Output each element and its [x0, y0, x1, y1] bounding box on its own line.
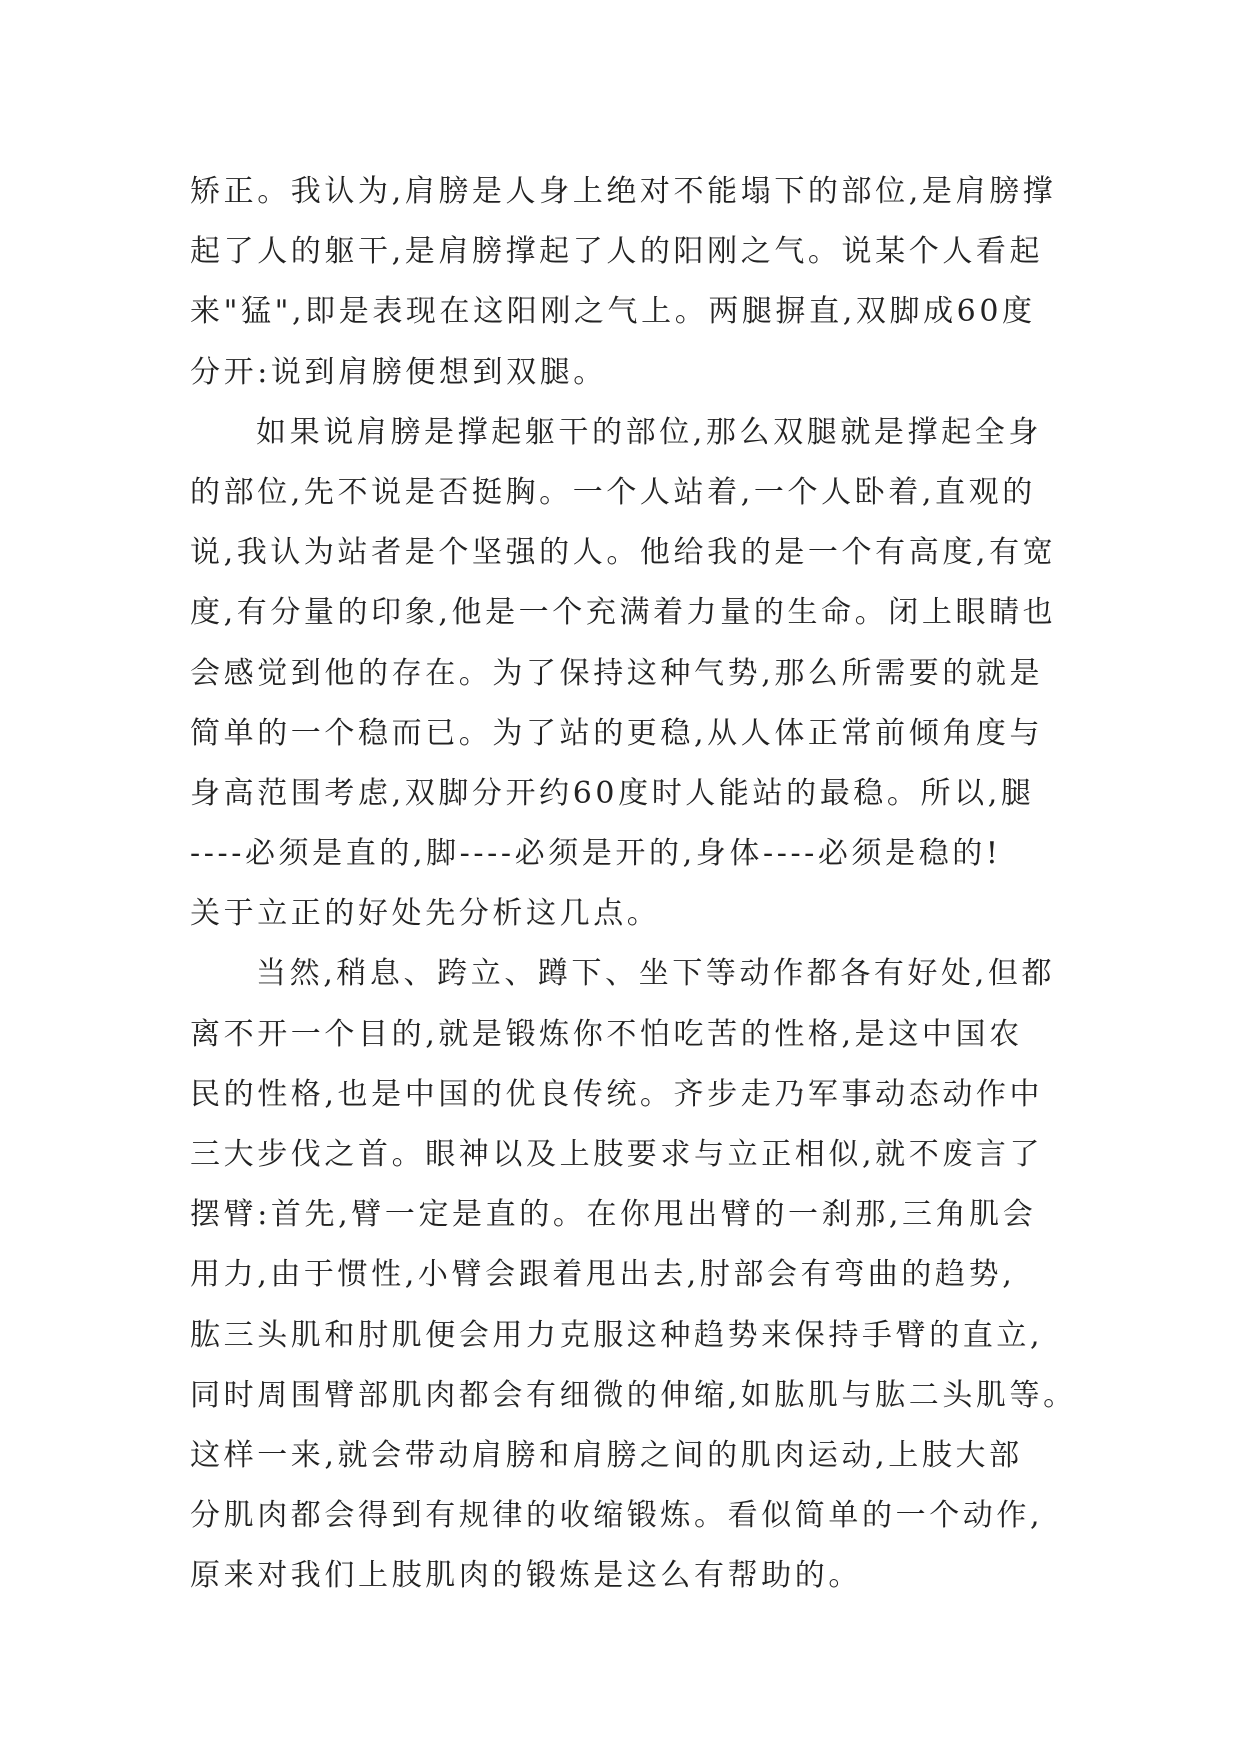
paragraph-1-line-1: 矫正。我认为,肩膀是人身上绝对不能塌下的部位,是肩膀撑 [190, 174, 1057, 209]
paragraph-2-line-4: 度,有分量的印象,他是一个充满着力量的生命。闭上眼睛也 [190, 595, 1057, 631]
paragraph-3-line-3: 民的性格,也是中国的优良传统。齐步走乃军事动态动作中 [190, 1076, 1044, 1112]
paragraph-2-line-1: 如果说肩膀是撑起躯干的部位,那么双腿就是撑起全身 [256, 414, 1042, 450]
paragraph-3-line-4: 三大步伐之首。眼神以及上肢要求与立正相似,就不废言了 [190, 1137, 1044, 1172]
paragraph-3-line-11: 原来对我们上肢肌肉的锻炼是这么有帮助的。 [190, 1558, 862, 1594]
paragraph-2-line-5: 会感觉到他的存在。为了保持这种气势,那么所需要的就是 [190, 655, 1044, 691]
paragraph-3-line-8: 同时周围臂部肌肉都会有细微的伸缩,如肱肌与肱二头肌等。 [190, 1377, 1077, 1413]
paragraph-3-line-2: 离不开一个目的,就是锻炼你不怕吃苦的性格,是这中国农 [190, 1016, 1023, 1052]
paragraph-2-line-3: 说,我认为站者是个坚强的人。他给我的是一个有高度,有宽 [190, 535, 1057, 571]
paragraph-2-line-2: 的部位,先不说是否挺胸。一个人站着,一个人卧着,直观的 [190, 474, 1036, 510]
paragraph-2-line-9: 关于立正的好处先分析这几点。 [190, 896, 661, 932]
paragraph-1-line-4: 分开:说到肩膀便想到双腿。 [190, 354, 607, 390]
paragraph-1-line-2: 起了人的躯干,是肩膀撑起了人的阳刚之气。说某个人看起 [190, 234, 1044, 270]
paragraph-2-line-8: ----必须是直的,脚----必须是开的,身体----必须是稳的! [190, 836, 1002, 872]
paragraph-3-line-6: 用力,由于惯性,小臂会跟着甩出去,肘部会有弯曲的趋势, [190, 1257, 1016, 1293]
paragraph-3-line-5: 摆臂:首先,臂一定是直的。在你甩出臂的一刹那,三角肌会 [190, 1197, 1037, 1233]
paragraph-3-line-9: 这样一来,就会带动肩膀和肩膀之间的肌肉运动,上肢大部 [190, 1437, 1023, 1473]
paragraph-3-line-10: 分肌肉都会得到有规律的收缩锻炼。看似简单的一个动作, [190, 1498, 1044, 1534]
paragraph-1-line-3: 来"猛",即是表现在这阳刚之气上。两腿摒直,双脚成60度 [190, 294, 1036, 330]
paragraph-3-line-1: 当然,稍息、跨立、蹲下、坐下等动作都各有好处,但都 [256, 956, 1056, 992]
paragraph-3-line-7: 肱三头肌和肘肌便会用力克服这种趋势来保持手臂的直立, [190, 1317, 1044, 1353]
paragraph-2-line-7: 身高范围考虑,双脚分开约60度时人能站的最稳。所以,腿 [190, 775, 1035, 811]
paragraph-2-line-6: 简单的一个稳而已。为了站的更稳,从人体正常前倾角度与 [190, 715, 1044, 751]
document-body [190, 162, 1077, 1607]
